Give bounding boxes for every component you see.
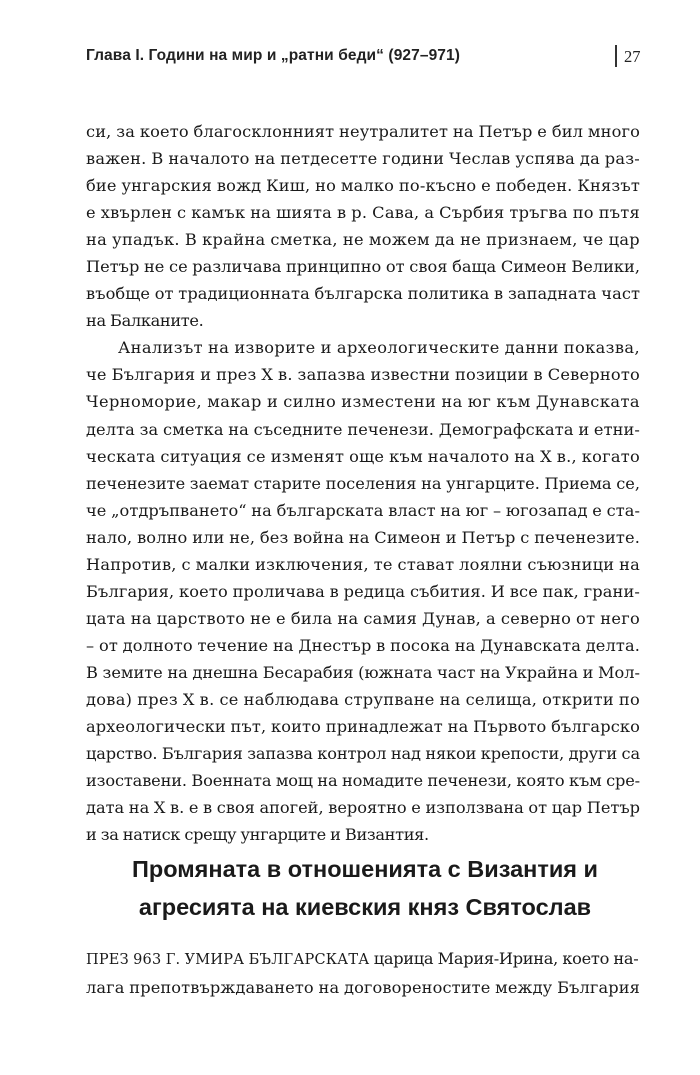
page-number: 27 (624, 47, 641, 66)
text-line: въобще от традиционната българска политика в западната част (86, 284, 640, 304)
heading-line: Промяната в отношенията с Византия и (132, 856, 598, 882)
text-line: археологически път, които принадлежат на Първото българско (86, 717, 640, 737)
text-line: – от долното течение на Днестър в посока на Дунавската делта. (86, 635, 640, 655)
small-caps-lead: ПРЕЗ 963 Г. УМИРА БЪЛГАРСКАТА (86, 952, 370, 968)
text-line (86, 945, 640, 974)
text-line: е хвърлен с камък на шията в р. Сава, а Сърбия тръгва по пътя (86, 203, 640, 223)
section-heading (60, 850, 670, 926)
text-line: че България и през X в. запазва известни позиции в Северното (86, 365, 640, 385)
text-line: печенезите заемат старите поселения на унгарците. Приема се, (86, 473, 640, 493)
text-line: Напротив, с малки изключения, те стават лоялни съюзници на (86, 554, 640, 574)
text-run: царица Мария-Ирина, което на- (369, 949, 639, 968)
chapter-title: Глава I. Години на мир и „ратни беди“ (927–971) (86, 47, 460, 64)
text-line: и за натиск срещу унгарците и Византия. (86, 825, 429, 845)
body-text (86, 118, 640, 848)
text-line: лага препотвърждаването на договореностите между България (86, 978, 640, 998)
text-line: делта за сметка на съседните печенези. Демографската и етни- (86, 419, 640, 439)
text-line: изоставени. Военната мощ на номадите печенези, която към сре- (86, 771, 640, 791)
paragraph-3 (86, 945, 640, 1001)
text-line: на упадък. В крайна сметка, не можем да не признаем, че цар (86, 230, 640, 250)
text-line: Черноморие, макар и силно изместени на юг към Дунавската (86, 392, 640, 412)
running-header (86, 43, 642, 73)
text-line: цата на царството не е била на самия Дунав, а северно от него (86, 608, 640, 628)
text-line: че „отдръпването“ на българската власт на юг – югозапад е ста- (86, 500, 640, 520)
text-line: В земите на днешна Бесарабия (южната част на Украйна и Мол- (86, 662, 640, 682)
text-line: важен. В началото на петдесетте години Чеслав успява да раз- (86, 149, 640, 169)
text-line: нало, волно или не, без война на Симеон и Петър с печенезите. (86, 527, 640, 547)
paragraph-1 (86, 118, 640, 334)
text-line: царство. България запазва контрол над някои крепости, други са (86, 744, 640, 764)
text-line: дова) през X в. се наблюдава струпване на селища, открити по (86, 689, 640, 709)
paragraph-2 (86, 334, 640, 848)
heading-line: агресията на киевския княз Святослав (138, 894, 592, 920)
text-line: дата на X в. е в своя апогей, вероятно е използвана от цар Петър (86, 798, 640, 818)
header-divider (615, 45, 617, 67)
text-line: България, което проличава в редица събития. И все пак, грани- (86, 581, 640, 601)
text-line: на Балканите. (86, 311, 204, 331)
text-line: ческата ситуация се изменят още към началото на X в., когато (86, 446, 640, 466)
text-line: си, за което благосклонният неутралитет на Петър е бил много (86, 122, 640, 141)
text-line: бие унгарския вожд Киш, но малко по-късно е победен. Князът (86, 176, 640, 196)
text-line: Анализът на изворите и археологическите данни показва, (118, 338, 640, 358)
text-line: Петър не се различава принципно от своя баща Симеон Велики, (86, 257, 640, 277)
